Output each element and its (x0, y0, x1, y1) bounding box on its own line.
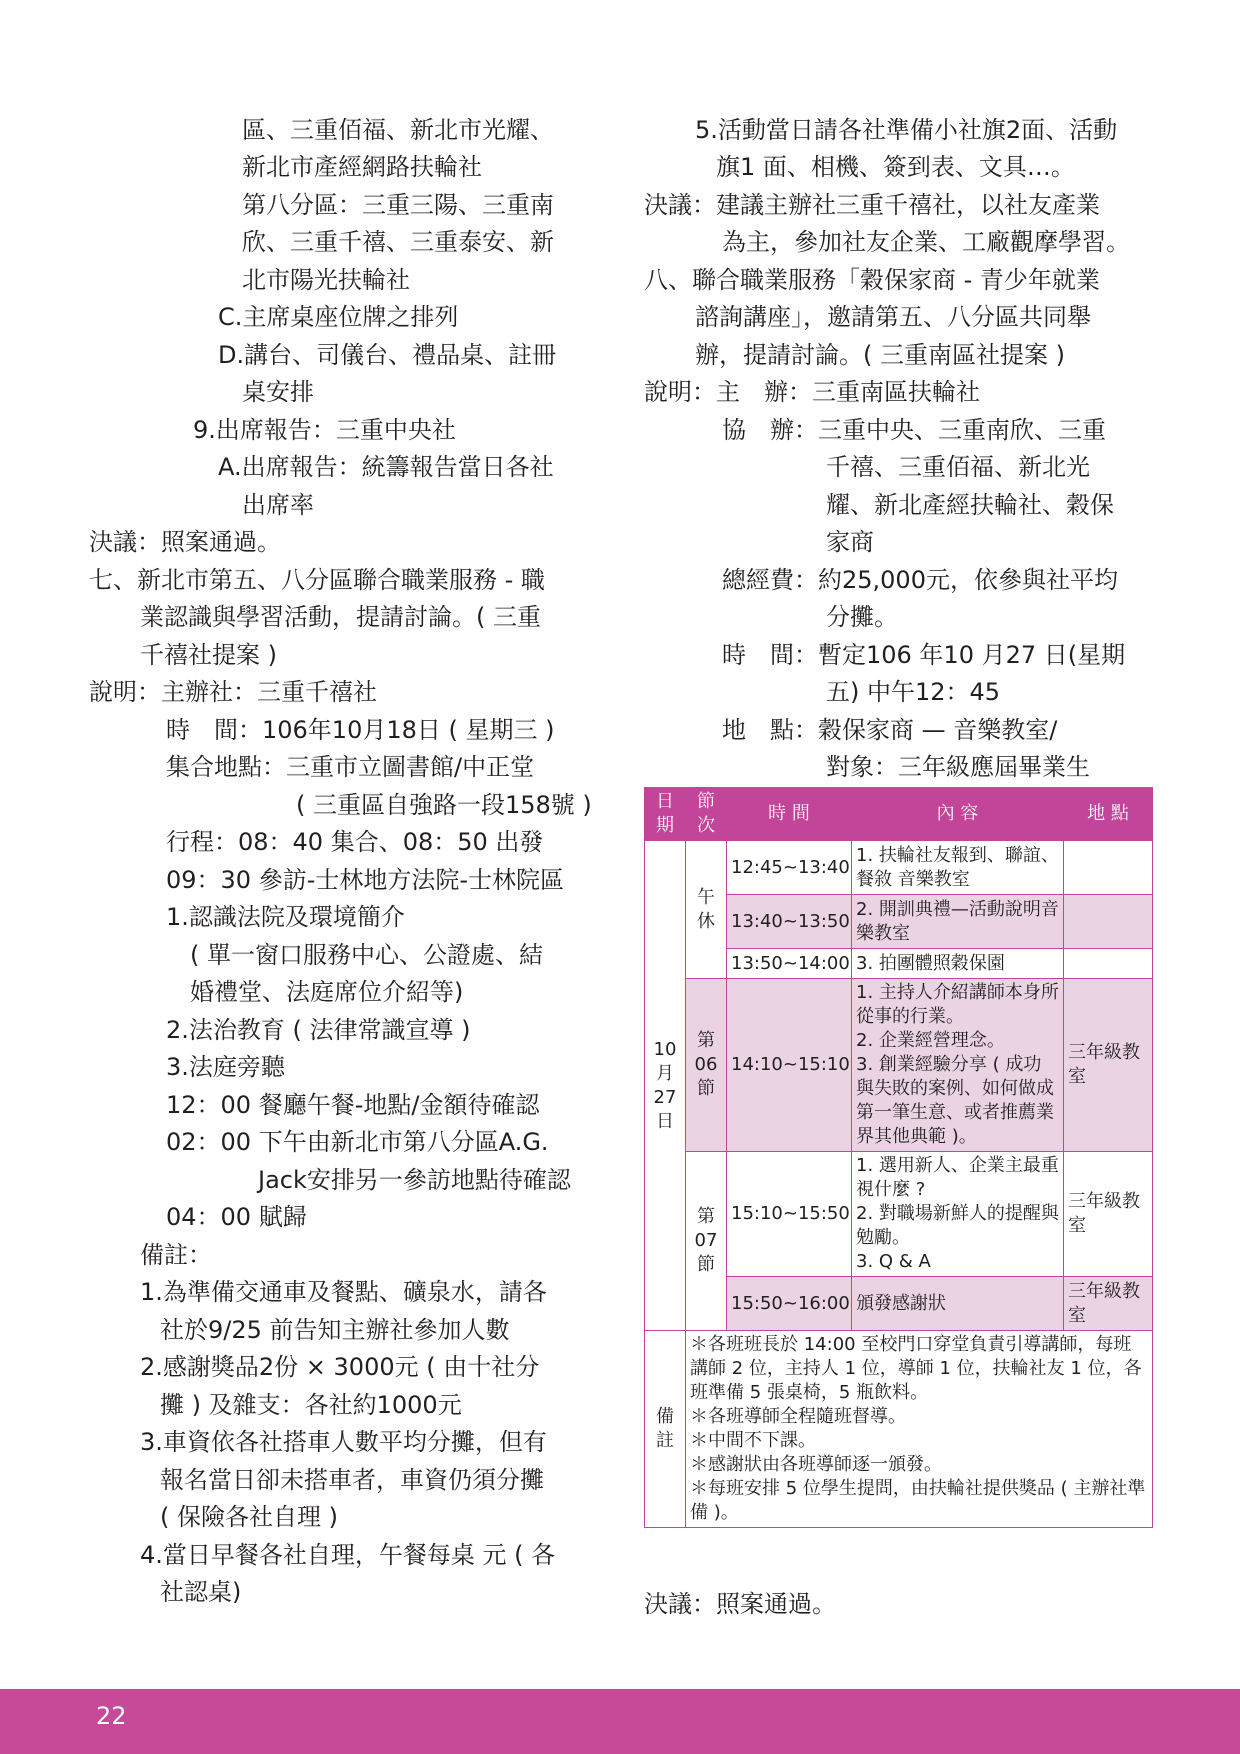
text-line: 4.當日早餐各社自理，午餐每桌 元 ( 各 (140, 1541, 556, 1569)
text-line: 對象：三年級應屆畢業生 (826, 753, 1090, 781)
content-item: 1. 主持人介紹講師本身所從事的行業。 (856, 982, 1059, 1027)
content-item: 2. 對職場新鮮人的提醒與勉勵。 (856, 1203, 1059, 1248)
remark-item: ＊每班安排 5 位學生提問，由扶輪社提供獎品 ( 主辦社準備 )。 (690, 1478, 1146, 1523)
text-line: 千禧社提案 ) (140, 641, 277, 669)
remark-item: ＊感謝狀由各班導師逐一頒發。 (690, 1454, 942, 1475)
section-heading: 八、聯合職業服務「穀保家商 - 青少年就業 (644, 266, 1100, 294)
text-line: 1.為準備交通車及餐點、礦泉水，請各 (140, 1278, 547, 1306)
text-line: 12：00 餐廳午餐-地點/金額待確認 (166, 1091, 540, 1119)
text-line: 9.出席報告：三重中央社 (193, 416, 456, 444)
text-line: 婚禮堂、法庭席位介紹等) (190, 978, 464, 1006)
text-line: 總經費：約25,000元，依參與社平均 (722, 566, 1118, 594)
time-cell: 14:10~15:10 (727, 979, 852, 1152)
remark-item: ＊中間不下課。 (690, 1430, 816, 1451)
time-cell: 13:50~14:00 (727, 949, 852, 979)
text-line: 桌安排 (242, 378, 314, 406)
text-line: 地 點：穀保家商 — 音樂教室/ (722, 716, 1058, 744)
footer-bar (0, 1689, 1240, 1754)
text-line: 攤 ) 及雜支：各社約1000元 (160, 1391, 462, 1419)
text-line: C.主席桌座位牌之排列 (218, 303, 459, 331)
text-line: 社認桌) (160, 1578, 242, 1606)
text-line: 集合地點：三重市立圖書館/中正堂 (166, 753, 535, 781)
text-line: 旗1 面、相機、簽到表、文具…。 (716, 153, 1075, 181)
content-item: 3. 創業經驗分享 ( 成功與失敗的案例、如何做成第一筆生意、或者推薦業界其他典範 )。 (856, 1054, 1054, 1147)
text-line: 北市陽光扶輪社 (242, 266, 410, 294)
text-line: A.出席報告：統籌報告當日各社 (218, 453, 554, 481)
content-item: 3. Q & A (856, 1251, 931, 1272)
page-number: 22 (96, 1702, 127, 1730)
place-cell (1064, 895, 1153, 949)
text-line: 09：30 參訪-士林地方法院-士林院區 (166, 866, 565, 894)
remark-item: ＊各班班長於 14:00 至校門口穿堂負責引導講師，每班講師 2 位，主持人 1 位，導師 1 位，扶輪社友 1 位，各班準備 5 張桌椅，5 瓶飲料。 (690, 1334, 1142, 1403)
text-line: 區、三重佰福、新北市光耀、 (242, 116, 554, 144)
text-line: ( 三重區自強路一段158號 ) (296, 791, 592, 819)
text-line: 千禧、三重佰福、新北光 (826, 453, 1090, 481)
text-line: 說明：主辦社：三重千禧社 (89, 678, 377, 706)
text-line: 時 間：暫定106 年10 月27 日(星期 (722, 641, 1126, 669)
text-line: 1.認識法院及環境簡介 (166, 903, 405, 931)
text-line: D.講台、司儀台、禮品桌、註冊 (218, 341, 557, 369)
text-line: 行程：08：40 集合、08：50 出發 (166, 828, 544, 856)
place-cell: 三年級教室 (1064, 979, 1153, 1152)
text-line: ( 保險各社自理 ) (160, 1503, 338, 1531)
time-cell: 15:50~16:00 (727, 1277, 852, 1331)
section-heading: 七、新北市第五、八分區聯合職業服務 - 職 (89, 566, 545, 594)
text-line: 報名當日卻未搭車者，車資仍須分攤 (160, 1466, 544, 1494)
session-cell: 第06節 (686, 979, 727, 1152)
text-line: 欣、三重千禧、三重泰安、新 (242, 228, 554, 256)
place-cell (1064, 949, 1153, 979)
content-cell: 3. 拍團體照穀保園 (852, 949, 1064, 979)
remarks-cell (686, 1331, 1153, 1528)
text-line: 家商 (826, 528, 874, 556)
text-line: 為主，參加社友企業、工廠觀摩學習。 (722, 228, 1130, 256)
text-line: 3.車資依各社搭車人數平均分攤，但有 (140, 1428, 547, 1456)
content-cell (852, 1152, 1064, 1277)
content-cell: 1. 扶輪社友報到、聯誼、餐敘 音樂教室 (852, 841, 1064, 895)
remarks-label: 備註 (645, 1331, 686, 1528)
text-line: 說明：主 辦：三重南區扶輪社 (644, 378, 980, 406)
schedule-table (644, 787, 1153, 1528)
place-cell: 三年級教室 (1064, 1152, 1153, 1277)
final-resolution: 決議：照案通過。 (644, 1590, 836, 1618)
content-cell: 2. 開訓典禮—活動說明音樂教室 (852, 895, 1064, 949)
text-line: 3.法庭旁聽 (166, 1053, 285, 1081)
header-time: 時 間 (727, 788, 852, 841)
session-cell: 午休 (686, 841, 727, 979)
text-line: 社於9/25 前告知主辦社參加人數 (160, 1316, 510, 1344)
text-line: 04：00 賦歸 (166, 1203, 307, 1231)
date-cell: 10月27日 (645, 841, 686, 1331)
time-cell: 12:45~13:40 (727, 841, 852, 895)
content-cell: 頒發感謝狀 (852, 1277, 1064, 1331)
text-line: 出席率 (242, 491, 314, 519)
text-line: 新北市產經網路扶輪社 (242, 153, 482, 181)
place-cell (1064, 841, 1153, 895)
text-line: 五) 中午12：45 (826, 678, 1001, 706)
text-line: 諮詢講座」，邀請第五、八分區共同舉 (695, 303, 1091, 331)
text-line: 時 間：106年10月18日 ( 星期三 ) (166, 716, 555, 744)
content-item: 2. 企業經營理念。 (856, 1030, 1005, 1051)
resolution: 決議：照案通過。 (89, 528, 281, 556)
table-row (645, 1152, 1153, 1277)
table-row (645, 979, 1153, 1152)
text-line: 業認識與學習活動，提請討論。( 三重 (140, 603, 541, 631)
content-cell (852, 979, 1064, 1152)
text-line: ( 單一窗口服務中心、公證處、結 (190, 941, 543, 969)
text-line: 2.法治教育 ( 法律常識宣導 ) (166, 1016, 471, 1044)
place-cell: 三年級教室 (1064, 1277, 1153, 1331)
text-line: 分攤。 (826, 603, 898, 631)
table-header-row (645, 788, 1153, 841)
header-date: 日期 (645, 788, 686, 841)
resolution: 決議：建議主辦社三重千禧社，以社友產業 (644, 191, 1100, 219)
table-row (645, 841, 1153, 895)
header-place: 地 點 (1064, 788, 1153, 841)
content-item: 1. 選用新人、企業主最重視什麼 ? (856, 1155, 1059, 1200)
text-line: 辦，提請討論。( 三重南區社提案 ) (695, 341, 1065, 369)
text-line: 耀、新北產經扶輪社、穀保 (826, 491, 1114, 519)
text-line: 02：00 下午由新北市第八分區A.G. (166, 1128, 549, 1156)
text-line: 協 辦：三重中央、三重南欣、三重 (722, 416, 1106, 444)
time-cell: 13:40~13:50 (727, 895, 852, 949)
header-content: 內 容 (852, 788, 1064, 841)
text-line: 2.感謝獎品2份 × 3000元 ( 由十社分 (140, 1353, 540, 1381)
remark-item: ＊各班導師全程隨班督導。 (690, 1406, 906, 1427)
header-session: 節次 (686, 788, 727, 841)
remarks-row (645, 1331, 1153, 1528)
session-cell: 第07節 (686, 1152, 727, 1331)
time-cell: 15:10~15:50 (727, 1152, 852, 1277)
text-line: Jack安排另一參訪地點待確認 (258, 1166, 571, 1194)
text-line: 5.活動當日請各社準備小社旗2面、活動 (695, 116, 1118, 144)
text-line: 第八分區：三重三陽、三重南 (242, 191, 554, 219)
text-line: 備註： (140, 1241, 212, 1269)
